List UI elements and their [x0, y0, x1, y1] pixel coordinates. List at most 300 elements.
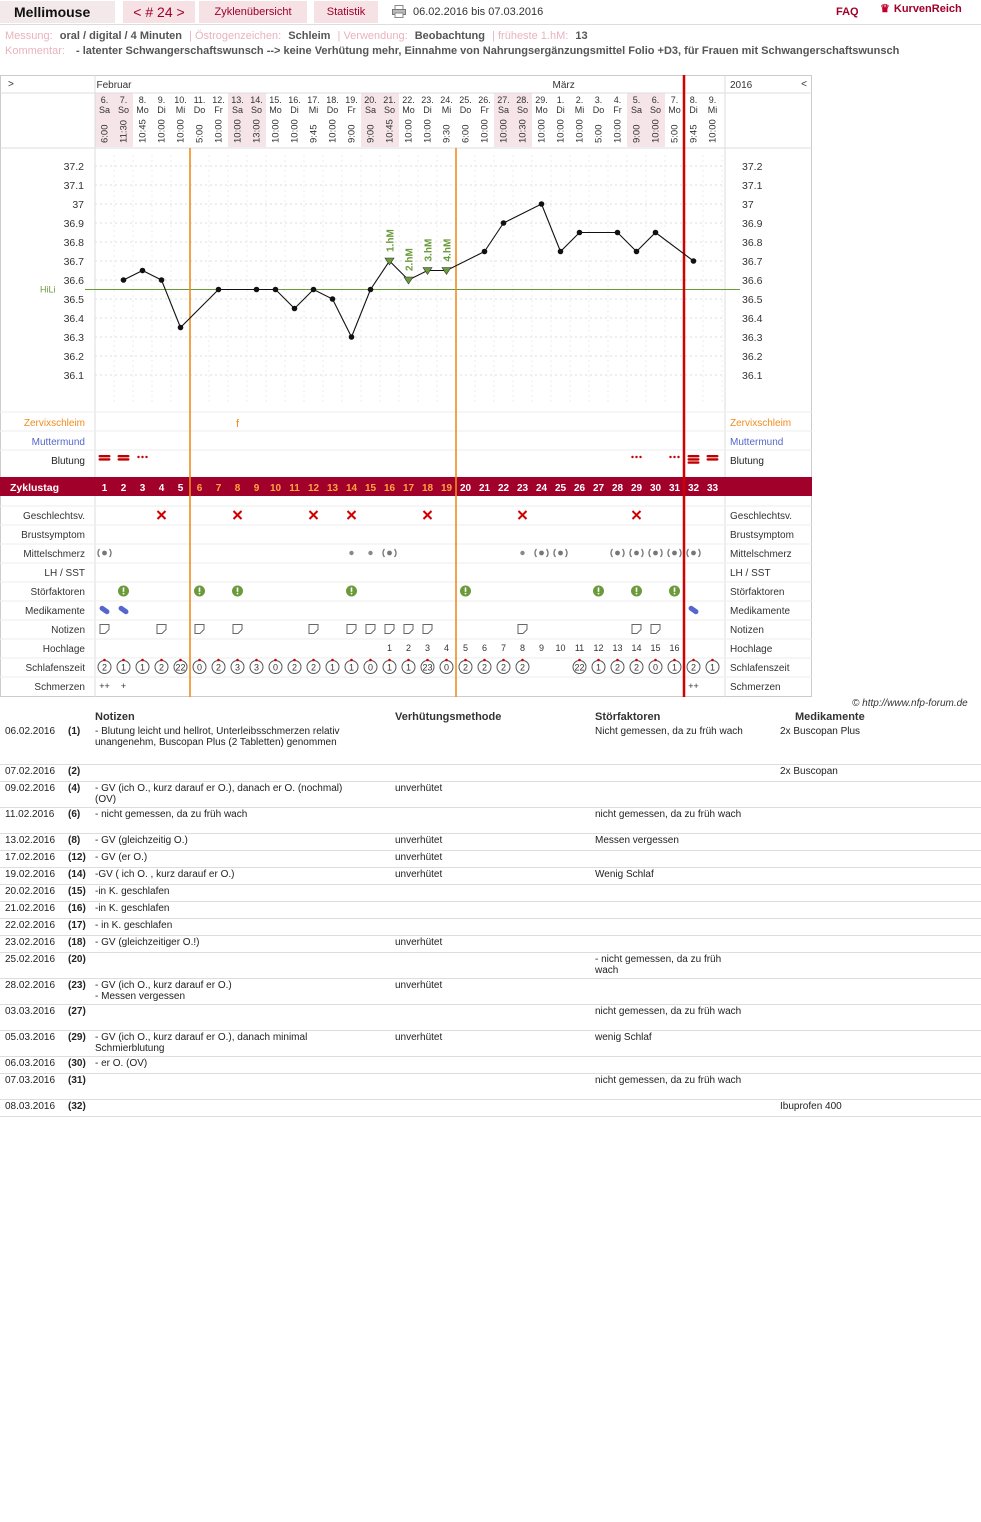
temperature-point [159, 277, 165, 283]
sleep-clock-marker [312, 659, 315, 662]
note-text: - Blutung leicht und hellrot, Unterleibsschmerzen relativ unangenehm, Buscopan Plus (2 Tabletten) genommen [95, 726, 340, 748]
day-date: 12. [212, 95, 225, 105]
hochlage-number: 16 [669, 643, 680, 653]
note-date: 21.02.2016 [5, 903, 56, 914]
y-tick-left: 36.2 [63, 351, 84, 363]
note-cycle-day: (12) [68, 852, 86, 863]
day-weekday: Di [556, 105, 565, 115]
note-text: - nicht gemessen, da zu früh wach [95, 809, 248, 820]
row-label-left: Mittelschmerz [23, 549, 85, 560]
note-row [0, 807, 981, 834]
logo-text: KurvenReich [893, 3, 962, 15]
crown-icon: ♛ [880, 3, 890, 15]
note-row [0, 833, 981, 851]
day-date: 28. [516, 95, 529, 105]
hochlage-number: 2 [405, 643, 412, 653]
chart-svg [0, 75, 812, 697]
note-row [0, 1073, 981, 1100]
note-cycle-day: (31) [68, 1075, 86, 1086]
disturbance-icon-dot [237, 593, 239, 595]
note-cycle-day: (17) [68, 920, 86, 931]
zervix-mark: f [235, 418, 240, 430]
temperature-point [691, 258, 697, 264]
sleep-clock-marker [407, 659, 410, 662]
sleep-time: 2 [500, 662, 507, 673]
zyklustag-number: 13 [326, 483, 339, 494]
day-time: 10:00 [479, 119, 491, 143]
temperature-point [349, 334, 355, 340]
zyklustag-number: 4 [158, 483, 165, 494]
sleep-clock-marker [597, 659, 600, 662]
mittelschmerz-dot [634, 551, 639, 556]
disturbance-icon-bar [674, 588, 676, 592]
zyklustag-number: 22 [497, 483, 510, 494]
day-date: 24. [440, 95, 453, 105]
sleep-clock-marker [198, 659, 201, 662]
sleep-clock-marker [255, 659, 258, 662]
day-weekday: Sa [364, 105, 377, 115]
bleeding-bar [707, 455, 719, 457]
temperature-point [311, 287, 317, 293]
bleeding-bar [688, 458, 700, 460]
hochlage-number: 5 [462, 643, 469, 653]
day-weekday: Mi [175, 105, 186, 115]
day-time: 6:00 [99, 124, 111, 143]
note-date: 23.02.2016 [5, 937, 56, 948]
hili-label: HiLi [40, 284, 56, 295]
sleep-time: 0 [652, 662, 659, 673]
mittelschmerz-dot [349, 551, 353, 555]
day-date: 6. [651, 95, 660, 105]
frueheste-value: 13 [575, 30, 588, 42]
day-date: 8. [689, 95, 698, 105]
note-cycle-day: (8) [68, 835, 81, 846]
row-label-right: Schlafenszeit [730, 663, 790, 674]
note-method: unverhütet [395, 980, 443, 991]
zyklustag-number: 25 [554, 483, 567, 494]
day-date: 14. [250, 95, 263, 105]
zyklustag-number: 1 [101, 483, 108, 494]
bleeding-dot [137, 456, 139, 458]
zyklustag-number: 7 [215, 483, 222, 494]
sleep-clock-marker [160, 659, 163, 662]
day-time: 13:00 [251, 119, 263, 143]
day-time: 10:00 [289, 119, 301, 143]
note-row [0, 1004, 981, 1031]
row-label-left: Blutung [51, 456, 85, 467]
day-time: 9:00 [346, 124, 358, 143]
year-label: 2016 [730, 80, 753, 91]
notes-header-notizen: Notizen [95, 711, 135, 723]
sleep-time: 1 [348, 662, 355, 673]
top-bar [0, 0, 981, 25]
day-date: 11. [193, 95, 206, 105]
mittelschmerz-dot [672, 551, 677, 556]
note-text: - GV (gleichzeitiger O.!) [95, 937, 200, 948]
day-weekday: So [649, 105, 662, 115]
sleep-clock-marker [654, 659, 657, 662]
disturbance-icon-dot [636, 593, 638, 595]
note-date: 13.02.2016 [5, 835, 56, 846]
mittelschmerz-dot [520, 551, 524, 555]
hochlage-number: 15 [650, 643, 661, 653]
notes-header-medi: Medikamente [795, 711, 865, 723]
frueheste-label: früheste 1.hM: [497, 30, 569, 42]
sleep-time: 0 [443, 662, 450, 673]
temperature-point [558, 249, 564, 255]
day-weekday: Do [459, 105, 472, 115]
zyklustag-number: 26 [573, 483, 586, 494]
note-date: 09.02.2016 [5, 783, 56, 794]
row-label-right: LH / SST [730, 568, 771, 579]
note-date: 11.02.2016 [5, 809, 55, 820]
day-time: 10:00 [650, 119, 662, 143]
sleep-clock-marker [103, 659, 106, 662]
y-tick-left: 37.1 [63, 180, 84, 192]
note-disturbance: Wenig Schlaf [595, 869, 654, 880]
temperature-point [292, 306, 298, 312]
day-weekday: Mi [308, 105, 319, 115]
note-cycle-day: (16) [68, 903, 86, 914]
row-label-left: Medikamente [24, 606, 85, 617]
high-measurement-label: 3.hM [423, 238, 435, 262]
day-date: 23. [421, 95, 434, 105]
day-weekday: Do [193, 105, 206, 115]
day-weekday: Fr [613, 105, 622, 115]
day-time: 10:00 [156, 119, 168, 143]
day-date: 20. [364, 95, 377, 105]
zyklustag-number: 14 [345, 483, 358, 494]
note-date: 28.02.2016 [5, 980, 56, 991]
sleep-time: 2 [462, 662, 469, 673]
day-time: 10:00 [555, 119, 567, 143]
temperature-point [482, 249, 488, 255]
pain-mark: + [120, 681, 127, 691]
disturbance-icon-bar [199, 588, 201, 592]
day-time: 10:00 [422, 119, 434, 143]
day-time: 11:30 [118, 119, 130, 143]
day-time: 5:00 [593, 124, 605, 143]
sleep-clock-marker [673, 659, 676, 662]
note-cycle-day: (1) [68, 726, 81, 737]
bleeding-bar [688, 461, 700, 463]
sleep-time: 2 [481, 662, 488, 673]
day-date: 6. [100, 95, 109, 105]
sleep-clock-marker [236, 659, 239, 662]
note-date: 20.02.2016 [5, 886, 56, 897]
day-date: 27. [497, 95, 510, 105]
temperature-point [368, 287, 374, 293]
day-time: 10:00 [327, 119, 339, 143]
kommentar-value: - latenter Schwangerschaftswunsch --> keine Verhütung mehr, Einnahme von Nahrungsergänzungsmittel Folio +D3, für Frauen mit Schwangerschaftswunsch [75, 45, 900, 57]
sleep-time: 2 [158, 662, 165, 673]
zyklustag-number: 32 [687, 483, 700, 494]
sleep-time: 3 [253, 662, 260, 673]
note-disturbance: wenig Schlaf [595, 1032, 652, 1043]
bleeding-bar [99, 455, 111, 457]
day-time: 10:30 [517, 119, 529, 143]
note-date: 06.03.2016 [5, 1058, 56, 1069]
row-label-left: LH / SST [44, 568, 85, 579]
bleeding-bar [99, 458, 111, 460]
note-date: 08.03.2016 [5, 1101, 56, 1112]
sleep-clock-marker [711, 659, 714, 662]
zyklustag-number: 16 [383, 483, 396, 494]
sleep-clock-marker [179, 659, 182, 662]
note-disturbance: Nicht gemessen, da zu früh wach [595, 726, 743, 737]
disturbance-icon-dot [674, 593, 676, 595]
zyklustag-number: 30 [649, 483, 662, 494]
day-date: 7. [670, 95, 679, 105]
temperature-point [653, 230, 659, 236]
y-tick-left: 36.1 [63, 370, 84, 382]
day-weekday: Do [326, 105, 339, 115]
day-weekday: Di [423, 105, 432, 115]
kommentar-label: Kommentar: [5, 45, 65, 57]
bleeding-dot [141, 456, 143, 458]
day-date: 7. [119, 95, 128, 105]
temperature-point [539, 201, 545, 207]
note-text: - GV (ich O., kurz darauf er O.), danach minimal Schmierblutung [95, 1032, 308, 1054]
day-date: 26. [478, 95, 491, 105]
y-tick-right: 36.6 [742, 275, 763, 287]
day-weekday: Mo [402, 105, 415, 115]
y-tick-left: 37.2 [63, 161, 84, 173]
temperature-point [577, 230, 583, 236]
note-row [0, 867, 981, 885]
zyklustag-number: 21 [478, 483, 491, 494]
note-row [0, 764, 981, 782]
row-label-left: Schlafenszeit [25, 663, 85, 674]
sleep-clock-marker [369, 659, 372, 662]
day-date: 13. [231, 95, 244, 105]
note-cycle-day: (27) [68, 1006, 86, 1017]
zyklustag-label: Zyklustag [10, 482, 60, 494]
sleep-time: 0 [367, 662, 374, 673]
day-date: 29. [535, 95, 548, 105]
note-medication: Ibuprofen 400 [780, 1101, 842, 1112]
sleep-time: 1 [595, 662, 602, 673]
day-weekday: Sa [630, 105, 643, 115]
sleep-time: 1 [671, 662, 678, 673]
temperature-point [140, 268, 146, 274]
day-time: 10:45 [384, 119, 396, 143]
zyklustag-number: 29 [630, 483, 643, 494]
sleep-clock-marker [350, 659, 353, 662]
note-row [0, 901, 981, 919]
y-tick-right: 36.8 [742, 237, 763, 249]
disturbance-icon-bar [237, 588, 239, 592]
day-weekday: Sa [231, 105, 244, 115]
sleep-time: 2 [614, 662, 621, 673]
hochlage-number: 12 [593, 643, 604, 653]
day-date: 3. [594, 95, 603, 105]
zyklustag-number: 31 [668, 483, 681, 494]
day-time: 10:00 [707, 119, 719, 143]
tab-statistics[interactable]: Statistik [314, 1, 378, 23]
hochlage-number: 1 [386, 643, 393, 653]
note-cycle-day: (14) [68, 869, 86, 880]
mittelschmerz-dot [102, 551, 107, 556]
disturbance-icon-dot [123, 593, 125, 595]
note-row [0, 1030, 981, 1057]
bleeding-dot [145, 456, 147, 458]
note-date: 03.03.2016 [5, 1006, 56, 1017]
day-time: 10:00 [403, 119, 415, 143]
bleeding-bar [118, 455, 130, 457]
sleep-clock-marker [692, 659, 695, 662]
sleep-time: 2 [633, 662, 640, 673]
disturbance-icon-dot [351, 593, 353, 595]
credit: © http://www.nfp-forum.de [852, 698, 968, 709]
sleep-clock-marker [521, 659, 524, 662]
day-weekday: Mo [668, 105, 681, 115]
y-tick-right: 36.7 [742, 256, 763, 268]
y-tick-right: 36.9 [742, 218, 763, 230]
y-tick-left: 36.8 [63, 237, 84, 249]
day-time: 10:00 [498, 119, 510, 143]
notes-header-stoer: Störfaktoren [595, 711, 661, 723]
temperature-point [254, 287, 260, 293]
hochlage-number: 8 [519, 643, 526, 653]
sleep-time: 22 [574, 662, 585, 673]
row-label-left: Notizen [51, 625, 85, 636]
day-time: 10:00 [213, 119, 225, 143]
cycle-navigation[interactable]: < # 24 > [123, 1, 195, 23]
disturbance-icon-bar [123, 588, 125, 592]
verwendung-label: Verwendung: [343, 30, 408, 42]
y-tick-left: 36.5 [63, 294, 84, 306]
day-weekday: Mi [441, 105, 452, 115]
zyklustag-number: 18 [421, 483, 434, 494]
notes-header-methode: Verhütungsmethode [395, 711, 502, 723]
row-label-right: Notizen [730, 625, 764, 636]
disturbance-icon-dot [465, 593, 467, 595]
zyklustag-number: 11 [289, 483, 300, 494]
note-row [0, 724, 981, 765]
note-method: unverhütet [395, 937, 443, 948]
disturbance-icon-bar [351, 588, 353, 592]
sleep-time: 1 [329, 662, 336, 673]
day-weekday: Di [290, 105, 299, 115]
note-text: -GV ( ich O. , kurz darauf er O.) [95, 869, 235, 880]
day-date: 25. [459, 95, 472, 105]
day-time: 6:00 [460, 124, 472, 143]
row-label-left: Muttermund [31, 437, 85, 448]
faq-link[interactable]: FAQ [836, 6, 859, 18]
temperature-point [330, 296, 336, 302]
note-text: - GV (gleichzeitig O.) [95, 835, 188, 846]
mittelschmerz-dot [539, 551, 544, 556]
day-time: 5:00 [669, 124, 681, 143]
day-time: 10:00 [612, 119, 624, 143]
day-time: 9:45 [308, 124, 320, 143]
day-weekday: Mo [535, 105, 548, 115]
day-date: 19. [345, 95, 358, 105]
zyklustag-number: 12 [307, 483, 320, 494]
day-time: 9:30 [441, 124, 453, 143]
sleep-time: 1 [120, 662, 127, 673]
sleep-clock-marker [217, 659, 220, 662]
day-weekday: Fr [347, 105, 356, 115]
sleep-time: 22 [175, 662, 186, 673]
note-text: - er O. (OV) [95, 1058, 148, 1069]
nav-right: < [801, 79, 807, 90]
hochlage-number: 3 [424, 643, 431, 653]
day-weekday: Mo [269, 105, 282, 115]
bleeding-dot [673, 456, 675, 458]
note-date: 25.02.2016 [5, 954, 56, 965]
note-date: 07.03.2016 [5, 1075, 56, 1086]
note-cycle-day: (30) [68, 1058, 86, 1069]
note-row [0, 781, 981, 808]
hochlage-number: 4 [443, 643, 450, 653]
note-row [0, 850, 981, 868]
day-weekday: Di [689, 105, 698, 115]
temperature-point [615, 230, 621, 236]
user-name[interactable]: Mellimouse [0, 1, 115, 23]
day-date: 22. [402, 95, 415, 105]
sleep-clock-marker [578, 659, 581, 662]
day-time: 9:00 [365, 124, 377, 143]
day-date: 4. [613, 95, 622, 105]
note-row [0, 1099, 981, 1117]
row-label-left: Hochlage [42, 644, 85, 655]
logo[interactable] [880, 2, 962, 15]
day-weekday: Sa [497, 105, 510, 115]
sleep-time: 2 [690, 662, 697, 673]
mittelschmerz-dot [653, 551, 658, 556]
y-tick-right: 37.1 [742, 180, 763, 192]
comment-line [5, 45, 899, 57]
day-date: 15. [269, 95, 282, 105]
row-label-right: Blutung [730, 456, 764, 467]
zyklustag-number: 19 [440, 483, 453, 494]
temperature-point [121, 277, 127, 283]
sleep-time: 23 [422, 662, 433, 673]
zyklustag-number: 27 [592, 483, 605, 494]
day-date: 1. [556, 95, 565, 105]
sleep-time: 1 [139, 662, 146, 673]
day-weekday: So [516, 105, 529, 115]
tab-cycle-overview[interactable]: Zyklenübersicht [199, 1, 307, 23]
note-date: 22.02.2016 [5, 920, 56, 931]
disturbance-icon-dot [199, 593, 201, 595]
note-date: 17.02.2016 [5, 852, 56, 863]
row-label-left: Brustsymptom [21, 530, 85, 541]
high-measurement-label: 1.hM [385, 229, 397, 252]
zyklustag-number: 2 [120, 483, 127, 494]
note-row [0, 978, 981, 1005]
hochlage-number: 10 [555, 643, 566, 653]
note-medication: 2x Buscopan [780, 766, 838, 777]
sleep-clock-marker [426, 659, 429, 662]
print-icon[interactable] [392, 5, 406, 18]
zyklustag-number: 15 [364, 483, 377, 494]
row-label-right: Geschlechtsv. [730, 511, 793, 522]
row-label-right: Medikamente [730, 606, 791, 617]
zyklustag-number: 5 [177, 483, 184, 494]
sleep-clock-marker [445, 659, 448, 662]
note-text: - in K. geschlafen [95, 920, 173, 931]
day-date: 9. [157, 95, 166, 105]
hochlage-number: 6 [481, 643, 488, 653]
day-time: 10:00 [175, 119, 187, 143]
note-cycle-day: (29) [68, 1032, 86, 1043]
hochlage-number: 11 [574, 643, 585, 653]
zyklustag-number: 8 [234, 483, 241, 494]
mittelschmerz-dot [387, 551, 392, 556]
